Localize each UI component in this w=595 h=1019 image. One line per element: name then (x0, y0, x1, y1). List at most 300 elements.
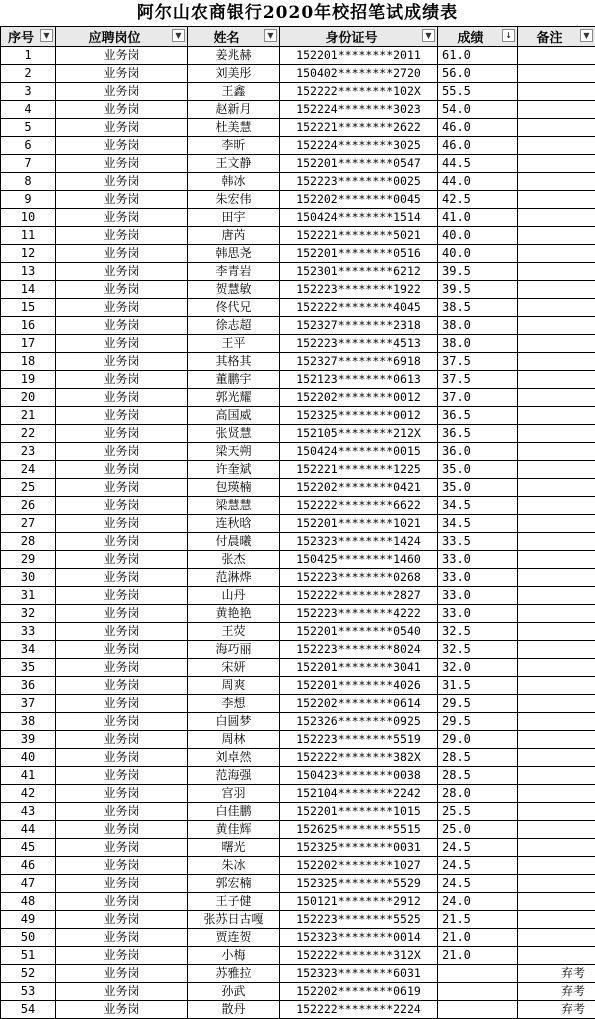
cell-position[interactable]: 业务岗 (56, 65, 188, 83)
cell-position[interactable]: 业务岗 (56, 875, 188, 893)
cell-name[interactable]: 曙光 (188, 839, 280, 857)
cell-position[interactable]: 业务岗 (56, 425, 188, 443)
cell-score[interactable]: 38.0 (438, 317, 518, 335)
cell-id-number[interactable]: 152323********0014 (280, 929, 438, 947)
cell-id-number[interactable]: 150423********0038 (280, 767, 438, 785)
cell-note[interactable]: 弃考 (518, 1001, 595, 1019)
cell-note[interactable] (518, 335, 595, 353)
cell-name[interactable]: 贺慧敏 (188, 281, 280, 299)
cell-no[interactable]: 32 (1, 605, 56, 623)
cell-score[interactable]: 29.0 (438, 731, 518, 749)
cell-id-number[interactable]: 152325********0012 (280, 407, 438, 425)
cell-score[interactable]: 21.5 (438, 911, 518, 929)
cell-score[interactable]: 40.0 (438, 227, 518, 245)
cell-note[interactable] (518, 839, 595, 857)
cell-note[interactable] (518, 911, 595, 929)
cell-name[interactable]: 郭宏楠 (188, 875, 280, 893)
cell-position[interactable]: 业务岗 (56, 389, 188, 407)
cell-score[interactable]: 61.0 (438, 47, 518, 65)
cell-position[interactable]: 业务岗 (56, 893, 188, 911)
cell-score[interactable]: 39.5 (438, 263, 518, 281)
cell-id-number[interactable]: 152326********0925 (280, 713, 438, 731)
cell-name[interactable]: 王鑫 (188, 83, 280, 101)
cell-note[interactable] (518, 641, 595, 659)
cell-note[interactable] (518, 155, 595, 173)
cell-note[interactable] (518, 119, 595, 137)
cell-score[interactable]: 38.5 (438, 299, 518, 317)
cell-score[interactable]: 33.0 (438, 551, 518, 569)
cell-no[interactable]: 19 (1, 371, 56, 389)
cell-position[interactable]: 业务岗 (56, 533, 188, 551)
cell-no[interactable]: 8 (1, 173, 56, 191)
cell-note[interactable] (518, 605, 595, 623)
cell-score[interactable]: 21.0 (438, 929, 518, 947)
cell-id-number[interactable]: 152202********0045 (280, 191, 438, 209)
cell-position[interactable]: 业务岗 (56, 335, 188, 353)
cell-note[interactable] (518, 767, 595, 785)
cell-score[interactable] (438, 1001, 518, 1019)
cell-no[interactable]: 28 (1, 533, 56, 551)
cell-position[interactable]: 业务岗 (56, 623, 188, 641)
cell-note[interactable] (518, 245, 595, 263)
cell-score[interactable]: 33.5 (438, 533, 518, 551)
cell-name[interactable]: 范海强 (188, 767, 280, 785)
header-name[interactable] (188, 27, 280, 47)
cell-id-number[interactable]: 152222********2827 (280, 587, 438, 605)
cell-no[interactable]: 31 (1, 587, 56, 605)
cell-name[interactable]: 黄艳艳 (188, 605, 280, 623)
cell-note[interactable] (518, 821, 595, 839)
cell-name[interactable]: 周爽 (188, 677, 280, 695)
cell-id-number[interactable]: 152222********2224 (280, 1001, 438, 1019)
cell-no[interactable]: 30 (1, 569, 56, 587)
cell-position[interactable]: 业务岗 (56, 227, 188, 245)
cell-note[interactable] (518, 569, 595, 587)
cell-name[interactable]: 范淋烨 (188, 569, 280, 587)
cell-note[interactable]: 弃考 (518, 965, 595, 983)
cell-score[interactable]: 54.0 (438, 101, 518, 119)
cell-score[interactable]: 36.0 (438, 443, 518, 461)
cell-name[interactable]: 白佳鹏 (188, 803, 280, 821)
cell-score[interactable]: 28.5 (438, 749, 518, 767)
cell-name[interactable]: 苏雅拉 (188, 965, 280, 983)
cell-position[interactable]: 业务岗 (56, 551, 188, 569)
cell-note[interactable] (518, 461, 595, 479)
cell-name[interactable]: 韩思尧 (188, 245, 280, 263)
cell-note[interactable] (518, 929, 595, 947)
cell-name[interactable]: 付晨曦 (188, 533, 280, 551)
cell-note[interactable] (518, 551, 595, 569)
cell-score[interactable]: 34.5 (438, 497, 518, 515)
cell-no[interactable]: 18 (1, 353, 56, 371)
cell-no[interactable]: 51 (1, 947, 56, 965)
cell-score[interactable]: 25.0 (438, 821, 518, 839)
cell-name[interactable]: 唐芮 (188, 227, 280, 245)
cell-name[interactable]: 田宇 (188, 209, 280, 227)
cell-name[interactable]: 周林 (188, 731, 280, 749)
cell-score[interactable]: 33.0 (438, 605, 518, 623)
header-position[interactable] (56, 27, 188, 47)
cell-id-number[interactable]: 150121********2912 (280, 893, 438, 911)
cell-position[interactable]: 业务岗 (56, 407, 188, 425)
cell-note[interactable] (518, 515, 595, 533)
cell-id-number[interactable]: 152202********0614 (280, 695, 438, 713)
cell-note[interactable] (518, 353, 595, 371)
cell-position[interactable]: 业务岗 (56, 641, 188, 659)
cell-id-number[interactable]: 152201********0516 (280, 245, 438, 263)
cell-note[interactable] (518, 425, 595, 443)
cell-no[interactable]: 4 (1, 101, 56, 119)
cell-id-number[interactable]: 152222********102X (280, 83, 438, 101)
cell-id-number[interactable]: 152202********0619 (280, 983, 438, 1001)
cell-no[interactable]: 17 (1, 335, 56, 353)
cell-no[interactable]: 24 (1, 461, 56, 479)
cell-position[interactable]: 业务岗 (56, 659, 188, 677)
cell-name[interactable]: 李青岩 (188, 263, 280, 281)
cell-note[interactable] (518, 209, 595, 227)
cell-note[interactable] (518, 65, 595, 83)
cell-score[interactable]: 37.5 (438, 371, 518, 389)
cell-name[interactable]: 刘卓然 (188, 749, 280, 767)
cell-note[interactable] (518, 497, 595, 515)
cell-score[interactable]: 32.5 (438, 623, 518, 641)
cell-name[interactable]: 许奎斌 (188, 461, 280, 479)
cell-score[interactable]: 32.5 (438, 641, 518, 659)
cell-position[interactable]: 业务岗 (56, 749, 188, 767)
cell-name[interactable]: 王荧 (188, 623, 280, 641)
cell-name[interactable]: 张杰 (188, 551, 280, 569)
cell-position[interactable]: 业务岗 (56, 821, 188, 839)
cell-no[interactable]: 27 (1, 515, 56, 533)
cell-score[interactable]: 28.0 (438, 785, 518, 803)
cell-note[interactable] (518, 857, 595, 875)
filter-dropdown-icon[interactable]: ▼ (172, 29, 185, 42)
cell-note[interactable] (518, 695, 595, 713)
cell-name[interactable]: 李昕 (188, 137, 280, 155)
cell-no[interactable]: 50 (1, 929, 56, 947)
cell-name[interactable]: 海巧丽 (188, 641, 280, 659)
cell-note[interactable] (518, 875, 595, 893)
cell-id-number[interactable]: 152201********1021 (280, 515, 438, 533)
cell-position[interactable]: 业务岗 (56, 245, 188, 263)
cell-name[interactable]: 梁天朔 (188, 443, 280, 461)
cell-name[interactable]: 宋妍 (188, 659, 280, 677)
cell-id-number[interactable]: 152323********1424 (280, 533, 438, 551)
cell-no[interactable]: 2 (1, 65, 56, 83)
cell-note[interactable] (518, 263, 595, 281)
cell-score[interactable]: 41.0 (438, 209, 518, 227)
cell-name[interactable]: 刘美彤 (188, 65, 280, 83)
cell-id-number[interactable]: 152104********2242 (280, 785, 438, 803)
cell-no[interactable]: 20 (1, 389, 56, 407)
cell-name[interactable]: 孙武 (188, 983, 280, 1001)
cell-name[interactable]: 张贤慧 (188, 425, 280, 443)
cell-score[interactable]: 35.0 (438, 461, 518, 479)
cell-name[interactable]: 姜兆赫 (188, 47, 280, 65)
cell-no[interactable]: 12 (1, 245, 56, 263)
cell-note[interactable] (518, 281, 595, 299)
cell-score[interactable]: 46.0 (438, 119, 518, 137)
cell-score[interactable]: 38.0 (438, 335, 518, 353)
cell-id-number[interactable]: 152202********0421 (280, 479, 438, 497)
cell-note[interactable] (518, 587, 595, 605)
cell-score[interactable]: 35.0 (438, 479, 518, 497)
cell-id-number[interactable]: 152202********0012 (280, 389, 438, 407)
cell-note[interactable] (518, 785, 595, 803)
cell-position[interactable]: 业务岗 (56, 767, 188, 785)
cell-position[interactable]: 业务岗 (56, 947, 188, 965)
cell-no[interactable]: 29 (1, 551, 56, 569)
cell-score[interactable] (438, 965, 518, 983)
cell-name[interactable]: 王平 (188, 335, 280, 353)
cell-name[interactable]: 杜美慧 (188, 119, 280, 137)
cell-no[interactable]: 3 (1, 83, 56, 101)
cell-name[interactable]: 山丹 (188, 587, 280, 605)
cell-score[interactable]: 39.5 (438, 281, 518, 299)
cell-id-number[interactable]: 152224********3025 (280, 137, 438, 155)
cell-position[interactable]: 业务岗 (56, 569, 188, 587)
cell-name[interactable]: 高国威 (188, 407, 280, 425)
cell-name[interactable]: 王子健 (188, 893, 280, 911)
cell-position[interactable]: 业务岗 (56, 785, 188, 803)
cell-score[interactable]: 33.0 (438, 587, 518, 605)
cell-no[interactable]: 54 (1, 1001, 56, 1019)
cell-note[interactable] (518, 407, 595, 425)
cell-name[interactable]: 徐志超 (188, 317, 280, 335)
cell-score[interactable]: 40.0 (438, 245, 518, 263)
cell-id-number[interactable]: 152201********3041 (280, 659, 438, 677)
cell-score[interactable]: 31.5 (438, 677, 518, 695)
cell-position[interactable]: 业务岗 (56, 857, 188, 875)
cell-position[interactable]: 业务岗 (56, 839, 188, 857)
cell-score[interactable]: 24.5 (438, 875, 518, 893)
cell-position[interactable]: 业务岗 (56, 443, 188, 461)
cell-position[interactable]: 业务岗 (56, 461, 188, 479)
cell-note[interactable] (518, 731, 595, 749)
cell-note[interactable] (518, 173, 595, 191)
cell-id-number[interactable]: 152105********212X (280, 425, 438, 443)
cell-no[interactable]: 39 (1, 731, 56, 749)
cell-id-number[interactable]: 152223********4222 (280, 605, 438, 623)
cell-no[interactable]: 5 (1, 119, 56, 137)
cell-id-number[interactable]: 152222********6622 (280, 497, 438, 515)
cell-no[interactable]: 41 (1, 767, 56, 785)
cell-name[interactable]: 张苏日古嘎 (188, 911, 280, 929)
cell-no[interactable]: 13 (1, 263, 56, 281)
cell-id-number[interactable]: 152201********0547 (280, 155, 438, 173)
cell-no[interactable]: 53 (1, 983, 56, 1001)
cell-position[interactable]: 业务岗 (56, 605, 188, 623)
cell-id-number[interactable]: 152123********0613 (280, 371, 438, 389)
cell-id-number[interactable]: 152221********2622 (280, 119, 438, 137)
cell-id-number[interactable]: 152222********382X (280, 749, 438, 767)
cell-no[interactable]: 48 (1, 893, 56, 911)
cell-note[interactable] (518, 389, 595, 407)
cell-note[interactable]: 弃考 (518, 983, 595, 1001)
cell-name[interactable]: 朱宏伟 (188, 191, 280, 209)
cell-score[interactable]: 33.0 (438, 569, 518, 587)
cell-note[interactable] (518, 623, 595, 641)
cell-score[interactable]: 29.5 (438, 713, 518, 731)
cell-id-number[interactable]: 150424********0015 (280, 443, 438, 461)
cell-name[interactable]: 佟代兄 (188, 299, 280, 317)
cell-note[interactable] (518, 191, 595, 209)
cell-no[interactable]: 49 (1, 911, 56, 929)
cell-position[interactable]: 业务岗 (56, 173, 188, 191)
cell-position[interactable]: 业务岗 (56, 281, 188, 299)
cell-position[interactable]: 业务岗 (56, 155, 188, 173)
cell-name[interactable]: 韩冰 (188, 173, 280, 191)
cell-position[interactable]: 业务岗 (56, 137, 188, 155)
cell-note[interactable] (518, 317, 595, 335)
cell-position[interactable]: 业务岗 (56, 803, 188, 821)
cell-note[interactable] (518, 533, 595, 551)
cell-score[interactable]: 24.5 (438, 857, 518, 875)
cell-no[interactable]: 25 (1, 479, 56, 497)
cell-position[interactable]: 业务岗 (56, 353, 188, 371)
cell-no[interactable]: 26 (1, 497, 56, 515)
cell-id-number[interactable]: 152224********3023 (280, 101, 438, 119)
cell-id-number[interactable]: 152201********0540 (280, 623, 438, 641)
cell-position[interactable]: 业务岗 (56, 587, 188, 605)
cell-score[interactable]: 28.5 (438, 767, 518, 785)
cell-note[interactable] (518, 83, 595, 101)
cell-position[interactable]: 业务岗 (56, 497, 188, 515)
filter-dropdown-icon[interactable]: ▼ (422, 29, 435, 42)
cell-position[interactable]: 业务岗 (56, 83, 188, 101)
cell-score[interactable]: 37.0 (438, 389, 518, 407)
cell-name[interactable]: 连秋晗 (188, 515, 280, 533)
cell-id-number[interactable]: 152223********8024 (280, 641, 438, 659)
cell-score[interactable]: 37.5 (438, 353, 518, 371)
cell-score[interactable]: 44.0 (438, 173, 518, 191)
filter-dropdown-icon[interactable]: ▼ (264, 29, 277, 42)
cell-no[interactable]: 1 (1, 47, 56, 65)
cell-name[interactable]: 朱冰 (188, 857, 280, 875)
cell-score[interactable]: 34.5 (438, 515, 518, 533)
cell-name[interactable]: 赵新月 (188, 101, 280, 119)
cell-id-number[interactable]: 152201********1015 (280, 803, 438, 821)
cell-id-number[interactable]: 150402********2720 (280, 65, 438, 83)
cell-position[interactable]: 业务岗 (56, 317, 188, 335)
filter-dropdown-icon[interactable]: ▼ (580, 29, 593, 42)
cell-note[interactable] (518, 893, 595, 911)
cell-id-number[interactable]: 150425********1460 (280, 551, 438, 569)
cell-note[interactable] (518, 749, 595, 767)
cell-position[interactable]: 业务岗 (56, 119, 188, 137)
cell-no[interactable]: 38 (1, 713, 56, 731)
cell-position[interactable]: 业务岗 (56, 299, 188, 317)
cell-no[interactable]: 45 (1, 839, 56, 857)
cell-note[interactable] (518, 227, 595, 245)
cell-score[interactable]: 55.5 (438, 83, 518, 101)
cell-note[interactable] (518, 659, 595, 677)
cell-position[interactable]: 业务岗 (56, 1001, 188, 1019)
cell-note[interactable] (518, 947, 595, 965)
cell-position[interactable]: 业务岗 (56, 263, 188, 281)
cell-no[interactable]: 43 (1, 803, 56, 821)
cell-note[interactable] (518, 101, 595, 119)
cell-id-number[interactable]: 152222********312X (280, 947, 438, 965)
cell-no[interactable]: 16 (1, 317, 56, 335)
cell-name[interactable]: 其格其 (188, 353, 280, 371)
cell-no[interactable]: 40 (1, 749, 56, 767)
cell-no[interactable]: 10 (1, 209, 56, 227)
cell-no[interactable]: 9 (1, 191, 56, 209)
cell-score[interactable]: 56.0 (438, 65, 518, 83)
cell-name[interactable]: 包瑛楠 (188, 479, 280, 497)
cell-position[interactable]: 业务岗 (56, 47, 188, 65)
cell-id-number[interactable]: 150424********1514 (280, 209, 438, 227)
cell-id-number[interactable]: 152325********0031 (280, 839, 438, 857)
cell-score[interactable]: 25.5 (438, 803, 518, 821)
cell-position[interactable]: 业务岗 (56, 983, 188, 1001)
cell-position[interactable]: 业务岗 (56, 965, 188, 983)
cell-position[interactable]: 业务岗 (56, 929, 188, 947)
sort-descending-icon[interactable]: ↓ (502, 29, 515, 42)
cell-position[interactable]: 业务岗 (56, 731, 188, 749)
cell-position[interactable]: 业务岗 (56, 713, 188, 731)
cell-name[interactable]: 宫羽 (188, 785, 280, 803)
cell-id-number[interactable]: 152223********5525 (280, 911, 438, 929)
cell-no[interactable]: 21 (1, 407, 56, 425)
cell-id-number[interactable]: 152301********6212 (280, 263, 438, 281)
cell-name[interactable]: 散丹 (188, 1001, 280, 1019)
cell-note[interactable] (518, 479, 595, 497)
cell-position[interactable]: 业务岗 (56, 515, 188, 533)
cell-id-number[interactable]: 152202********1027 (280, 857, 438, 875)
cell-score[interactable]: 24.5 (438, 839, 518, 857)
cell-id-number[interactable]: 152327********6918 (280, 353, 438, 371)
cell-score[interactable]: 21.0 (438, 947, 518, 965)
cell-name[interactable]: 贾连贺 (188, 929, 280, 947)
cell-id-number[interactable]: 152201********2011 (280, 47, 438, 65)
cell-no[interactable]: 23 (1, 443, 56, 461)
cell-note[interactable] (518, 803, 595, 821)
cell-no[interactable]: 7 (1, 155, 56, 173)
cell-name[interactable]: 黄佳辉 (188, 821, 280, 839)
cell-position[interactable]: 业务岗 (56, 695, 188, 713)
cell-score[interactable]: 24.0 (438, 893, 518, 911)
cell-note[interactable] (518, 443, 595, 461)
header-note[interactable] (518, 27, 595, 47)
cell-position[interactable]: 业务岗 (56, 479, 188, 497)
cell-no[interactable]: 46 (1, 857, 56, 875)
cell-position[interactable]: 业务岗 (56, 191, 188, 209)
cell-no[interactable]: 36 (1, 677, 56, 695)
cell-id-number[interactable]: 152222********4045 (280, 299, 438, 317)
cell-score[interactable]: 29.5 (438, 695, 518, 713)
cell-no[interactable]: 15 (1, 299, 56, 317)
cell-no[interactable]: 42 (1, 785, 56, 803)
cell-id-number[interactable]: 152221********5021 (280, 227, 438, 245)
cell-id-number[interactable]: 152223********0268 (280, 569, 438, 587)
cell-name[interactable]: 白圆梦 (188, 713, 280, 731)
cell-note[interactable] (518, 713, 595, 731)
cell-note[interactable] (518, 47, 595, 65)
cell-position[interactable]: 业务岗 (56, 101, 188, 119)
cell-id-number[interactable]: 152323********6031 (280, 965, 438, 983)
cell-score[interactable] (438, 983, 518, 1001)
cell-note[interactable] (518, 137, 595, 155)
cell-id-number[interactable]: 152223********1922 (280, 281, 438, 299)
cell-name[interactable]: 郭光耀 (188, 389, 280, 407)
cell-id-number[interactable]: 152201********4026 (280, 677, 438, 695)
cell-score[interactable]: 46.0 (438, 137, 518, 155)
cell-position[interactable]: 业务岗 (56, 371, 188, 389)
cell-no[interactable]: 11 (1, 227, 56, 245)
cell-no[interactable]: 37 (1, 695, 56, 713)
